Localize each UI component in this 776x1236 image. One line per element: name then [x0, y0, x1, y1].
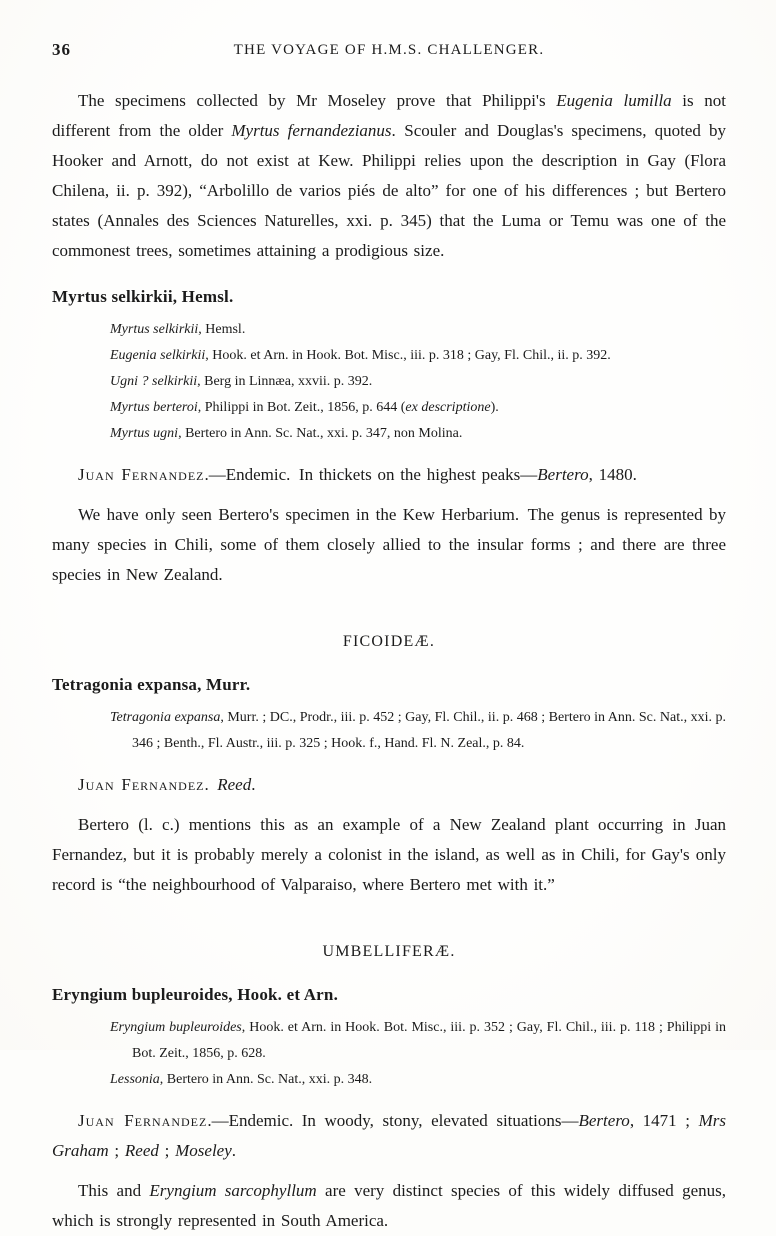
synonymy-entry: [52, 705, 726, 757]
text-segment: .: [231, 1141, 237, 1160]
text-segment: ;: [158, 1141, 176, 1160]
text-segment: .—Endemic. In woody, stony, elevated situations—: [207, 1111, 579, 1130]
species-heading: [52, 284, 726, 310]
text-segment: , Berg in Linnæa, xxvii. p. 392.: [197, 374, 373, 389]
text-segment: , Bertero in Ann. Sc. Nat., xxi. p. 348.: [159, 1072, 373, 1087]
text-segment: , 1480.: [588, 465, 637, 484]
text-segment: , Philippi in Bot. Zeit., 1856, p. 644 (: [197, 400, 406, 415]
text-segment: Moseley: [175, 1141, 232, 1160]
text-segment: , Bertero in Ann. Sc. Nat., xxi. p. 347, non Molina.: [178, 426, 463, 441]
page-header: [52, 40, 726, 62]
text-segment: Mrs Graham: [52, 1111, 726, 1160]
text-segment: This and: [78, 1181, 150, 1200]
synonymy-list: [52, 1015, 726, 1093]
text-segment: Myrtus selkirkii, Hemsl.: [52, 287, 234, 306]
text-segment: , Murr. ; DC., Prodr., iii. p. 452 ; Gay, Fl. Chil., ii. p. 468 ; Bertero in Ann. Sc. Nat., xxi. p. 346 ; Benth., Fl. Austr., iii. p. 325 ; Hook. f., Hand. Fl. N. Zeal., p. 84.: [132, 710, 727, 751]
synonymy-entry: [52, 317, 726, 343]
text-segment: Juan Fernandez: [78, 1111, 208, 1130]
text-segment: Reed: [124, 1141, 159, 1160]
paragraph: [52, 810, 726, 900]
synonymy-entry: [52, 369, 726, 395]
synonymy-list: [52, 705, 726, 757]
text-segment: , 1471 ;: [629, 1111, 699, 1130]
paragraph: [52, 86, 726, 266]
text-segment: Eryngium bupleuroides, Hook. et Arn.: [52, 985, 339, 1004]
text-segment: Myrtus berteroi: [110, 400, 198, 415]
synonymy-list: [52, 317, 726, 447]
text-segment: , Hook. et Arn. in Hook. Bot. Misc., iii. p. 352 ; Gay, Fl. Chil., iii. p. 118 ; Philippi in Bot. Zeit., 1856, p. 628.: [132, 1020, 726, 1061]
text-segment: ex descriptione: [405, 400, 491, 415]
text-segment: . Scouler and Douglas's specimens, quoted by Hooker and Arnott, do not exist at Kew. Philippi relies upon the description in Gay (Flora Chilena, ii. p. 392), “Arbolillo de varios piés de alto” for one of his differences ; but Bertero states (Annales des Sciences Naturelles, xxi. p. 345) that the Luma or Temu was one of the commonest trees, sometimes attaining a prodigious size.: [52, 121, 726, 260]
locality-line: [52, 1106, 726, 1166]
text-segment: Lessonia: [110, 1072, 160, 1087]
text-segment: is not different from the older: [52, 91, 726, 140]
text-segment: Eugenia selkirkii: [110, 348, 206, 363]
text-segment: .: [251, 775, 256, 794]
species-heading: [52, 672, 726, 698]
synonymy-entry: [52, 395, 726, 421]
text-segment: Reed: [217, 775, 252, 794]
text-segment: Myrtus ugni: [110, 426, 179, 441]
text-segment: Ugni ? selkirkii: [110, 374, 198, 389]
family-heading: [52, 940, 726, 964]
locality-line: [52, 770, 726, 800]
locality-line: [52, 460, 726, 490]
text-segment: are very distinct species of this widely diffused genus, which is strongly represented in South America.: [52, 1181, 726, 1230]
paragraph: [52, 1176, 726, 1236]
text-segment: Bertero: [578, 1111, 630, 1130]
text-segment: , Hemsl.: [198, 322, 246, 337]
page-body: [52, 86, 726, 1236]
text-segment: Juan Fernandez: [78, 465, 205, 484]
running-title: THE VOYAGE OF H.M.S. CHALLENGER.: [233, 42, 545, 58]
species-heading: [52, 982, 726, 1008]
text-segment: Juan Fernandez: [78, 775, 205, 794]
page-number: 36: [52, 40, 71, 59]
family-heading: [52, 630, 726, 654]
text-segment: Eryngium bupleuroides: [110, 1020, 242, 1035]
text-segment: Eugenia lumilla: [556, 91, 672, 110]
paragraph: [52, 500, 726, 590]
text-segment: Myrtus selkirkii: [110, 322, 199, 337]
text-segment: ;: [108, 1141, 125, 1160]
text-segment: FICOIDEÆ.: [342, 633, 436, 650]
text-segment: The specimens collected by Mr Moseley prove that Philippi's: [78, 91, 557, 110]
text-segment: Bertero (l. c.) mentions this as an example of a New Zealand plant occurring in Juan Fernandez, but it is probably merely a colonist in the island, as well as in Chili, for Gay's only record is “the neighbourhood of Valparaiso, where Bertero met with it.”: [52, 815, 726, 894]
text-segment: .: [204, 775, 218, 794]
text-segment: Tetragonia expansa, Murr.: [52, 675, 251, 694]
text-segment: Eryngium sarcophyllum: [149, 1181, 317, 1200]
text-segment: , Hook. et Arn. in Hook. Bot. Misc., iii. p. 318 ; Gay, Fl. Chil., ii. p. 392.: [205, 348, 611, 363]
synonymy-entry: [52, 343, 726, 369]
text-segment: UMBELLIFERÆ.: [322, 943, 456, 960]
text-segment: .—Endemic. In thickets on the highest peaks—: [204, 465, 538, 484]
text-segment: Myrtus fernandezianus: [231, 121, 392, 140]
text-segment: Tetragonia expansa: [110, 710, 221, 725]
synonymy-entry: [52, 1015, 726, 1067]
text-segment: Bertero: [537, 465, 589, 484]
synonymy-entry: [52, 421, 726, 447]
text-segment: ).: [490, 400, 499, 415]
text-segment: We have only seen Bertero's specimen in the Kew Herbarium. The genus is represented by many species in Chili, some of them closely allied to the insular forms ; and there are three species in New Zealand.: [52, 505, 726, 584]
synonymy-entry: [52, 1067, 726, 1093]
